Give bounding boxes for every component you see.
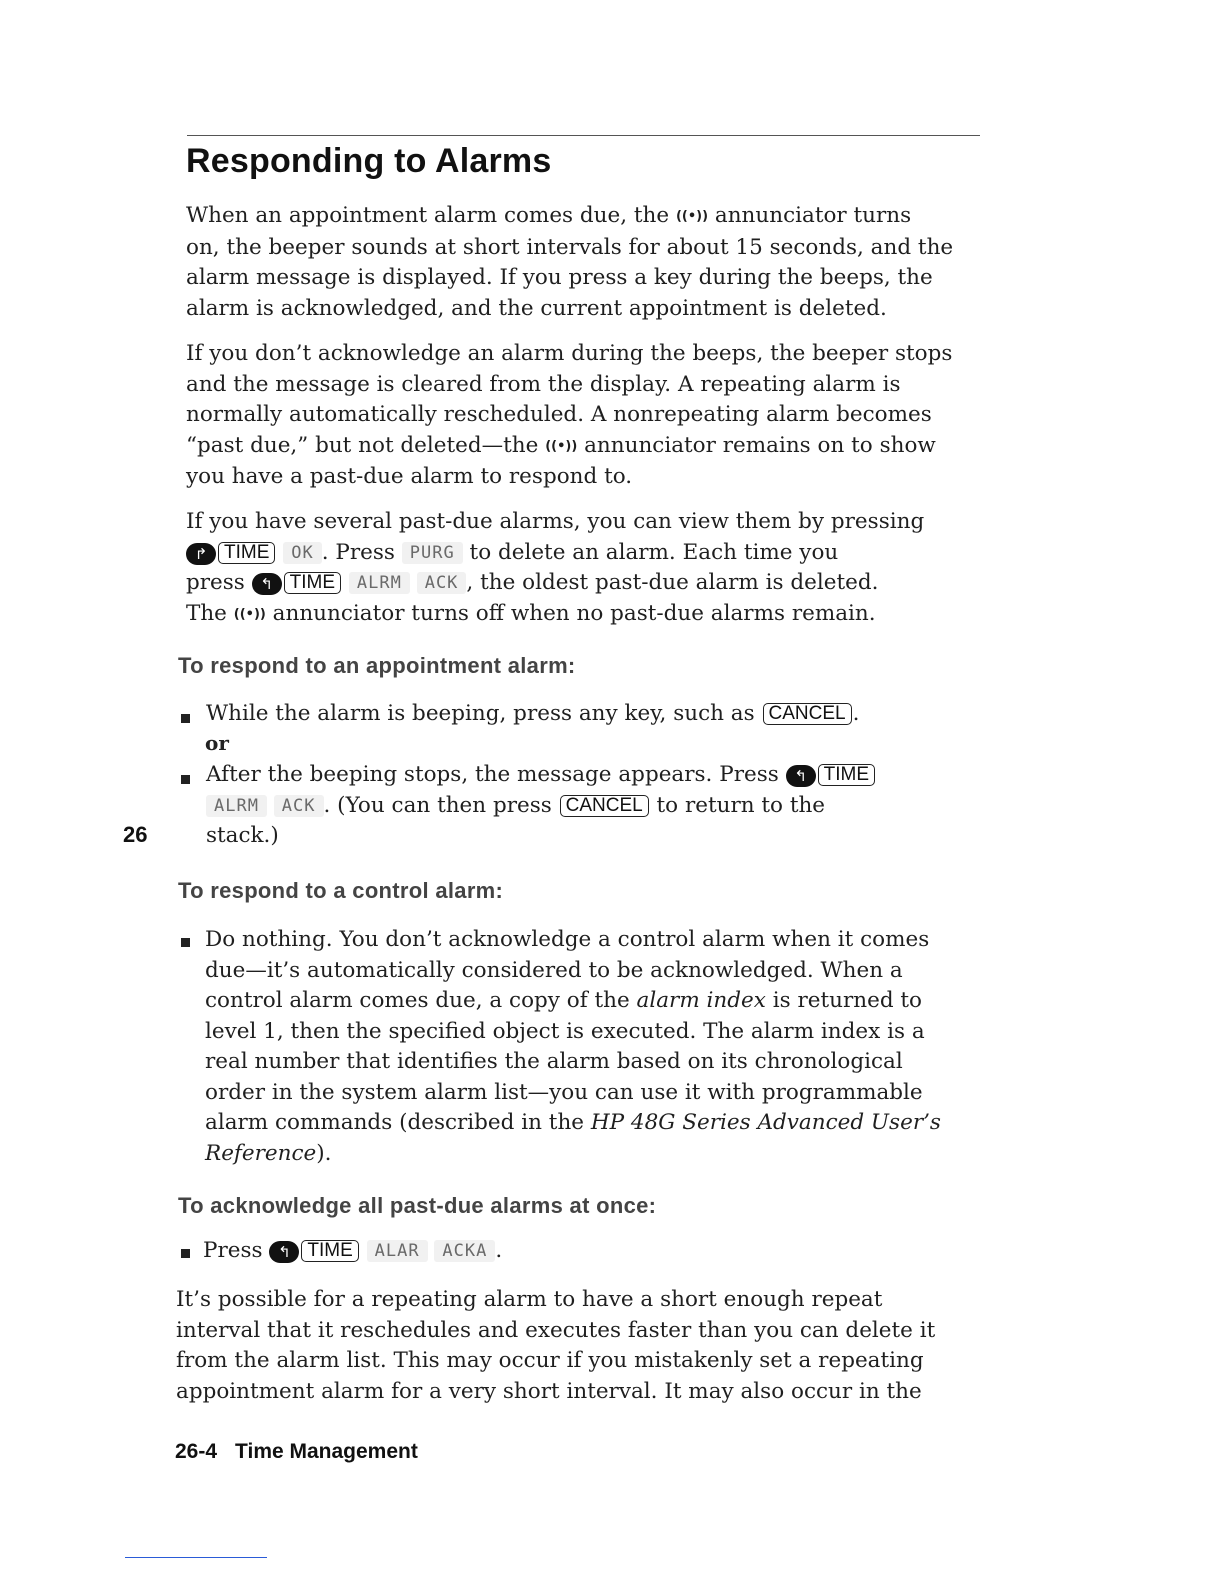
purg-menu-key: PURG xyxy=(402,542,463,564)
time-key: TIME xyxy=(301,1240,358,1262)
bullet-icon xyxy=(181,775,190,784)
text-line: order in the system alarm list—you can use it with programmable xyxy=(205,1079,923,1105)
book-title: HP 48G Series Advanced User’s xyxy=(590,1110,941,1135)
bullet-icon xyxy=(181,938,190,947)
cancel-key: CANCEL xyxy=(560,795,649,817)
text: , the oldest past-due alarm is deleted. xyxy=(466,570,879,595)
left-shift-key-icon: ↰ xyxy=(252,573,282,595)
paragraph-past-due xyxy=(186,507,986,630)
alrm-menu-key: ALRM xyxy=(206,795,267,817)
page-footer xyxy=(175,1440,418,1464)
left-shift-key-icon: ↰ xyxy=(786,765,816,787)
time-key: TIME xyxy=(284,572,341,594)
text-line: level 1, then the specified object is executed. The alarm index is a xyxy=(205,1018,925,1044)
text: “past due,” but not deleted—the xyxy=(186,432,546,458)
text-line: alarm message is displayed. If you press a key during the beeps, the xyxy=(186,265,933,290)
text-line: on, the beeper sounds at short intervals for about 15 seconds, and the xyxy=(186,234,954,260)
annunciator-icon: ((•)) xyxy=(675,209,709,224)
text: alarm commands (described in the xyxy=(205,1110,591,1135)
text: . xyxy=(495,1238,503,1263)
text: annunciator turns xyxy=(708,203,912,228)
bullet-press-acka xyxy=(203,1236,1003,1267)
text: After the beeping stops, the message appears. Press xyxy=(206,762,786,787)
text: press xyxy=(186,570,252,595)
bullet-any-key xyxy=(206,699,1006,730)
bullet-icon xyxy=(181,1249,190,1258)
time-key: TIME xyxy=(818,764,875,786)
cancel-key: CANCEL xyxy=(763,703,852,725)
bullet-do-nothing xyxy=(205,925,1005,1169)
text-line: real number that identifies the alarm based on its chronological xyxy=(205,1049,903,1074)
text: . xyxy=(852,701,860,726)
acka-menu-key: ACKA xyxy=(434,1240,495,1262)
bullet-after-beeping xyxy=(206,760,1006,852)
text: . Press xyxy=(321,539,402,565)
text: . (You can then press xyxy=(323,792,559,818)
text-line: due—it’s automatically considered to be acknowledged. When a xyxy=(205,957,903,983)
text-line: from the alarm list. This may occur if you mistakenly set a repeating xyxy=(176,1348,924,1373)
top-rule xyxy=(187,135,980,136)
right-shift-key-icon: ↱ xyxy=(186,543,216,565)
paragraph-repeating-alarm xyxy=(176,1285,976,1407)
text: The xyxy=(186,600,234,626)
text-line: It’s possible for a repeating alarm to have a short enough repeat xyxy=(176,1287,883,1312)
section-title: Responding to Alarms xyxy=(186,142,552,180)
page-number: 26-4 xyxy=(175,1440,218,1463)
text-line: If you don’t acknowledge an alarm during the beeps, the beeper stops xyxy=(186,341,953,366)
italic-term: alarm index xyxy=(636,988,766,1013)
subheading-appointment-alarm: To respond to an appointment alarm: xyxy=(178,653,576,678)
paragraph-intro xyxy=(186,201,986,324)
chapter-name: Time Management xyxy=(235,1440,418,1463)
text: annunciator remains on to show xyxy=(577,432,936,458)
text-line: and the message is cleared from the display. A repeating alarm is xyxy=(186,371,901,397)
ack-menu-key: ACK xyxy=(274,795,324,817)
text: When an appointment alarm comes due, the xyxy=(186,203,676,228)
book-title: Reference xyxy=(205,1140,317,1166)
ack-menu-key: ACK xyxy=(417,572,467,594)
chapter-margin-number: 26 xyxy=(123,822,148,847)
time-key: TIME xyxy=(218,542,275,564)
text-line: you have a past-due alarm to respond to. xyxy=(186,464,633,489)
text: is returned to xyxy=(765,988,923,1013)
text-line: alarm is acknowledged, and the current appointment is deleted. xyxy=(186,295,887,321)
text-line: appointment alarm for a very short interval. It may also occur in the xyxy=(176,1378,922,1404)
text-line: stack.) xyxy=(206,823,279,848)
text: Press xyxy=(203,1238,270,1263)
bottom-edge-line xyxy=(125,1557,267,1558)
text-line: If you have several past-due alarms, you can view them by pressing xyxy=(186,509,925,534)
text: to delete an alarm. Each time you xyxy=(462,539,839,565)
text-line: normally automatically rescheduled. A nonrepeating alarm becomes xyxy=(186,402,932,427)
text-line: interval that it reschedules and executes faster than you can delete it xyxy=(176,1317,936,1343)
text: While the alarm is beeping, press any key, such as xyxy=(206,701,762,726)
or-separator: or xyxy=(205,731,229,755)
annunciator-icon: ((•)) xyxy=(545,438,578,454)
subheading-control-alarm: To respond to a control alarm: xyxy=(178,878,504,903)
text: annunciator turns off when no past-due alarms remain. xyxy=(265,600,876,626)
text: to return to the xyxy=(649,792,826,818)
left-shift-key-icon: ↰ xyxy=(269,1241,299,1263)
subheading-acknowledge-all: To acknowledge all past-due alarms at once: xyxy=(178,1193,657,1218)
bullet-icon xyxy=(181,714,190,723)
paragraph-unacknowledged xyxy=(186,339,986,493)
alrm-menu-key: ALRM xyxy=(349,572,410,594)
alar-menu-key: ALAR xyxy=(367,1240,428,1262)
text-line: Do nothing. You don’t acknowledge a control alarm when it comes xyxy=(205,927,930,952)
ok-menu-key: OK xyxy=(283,542,321,564)
text: control alarm comes due, a copy of the xyxy=(205,988,637,1013)
annunciator-icon: ((•)) xyxy=(233,606,266,622)
text: ). xyxy=(316,1140,332,1166)
